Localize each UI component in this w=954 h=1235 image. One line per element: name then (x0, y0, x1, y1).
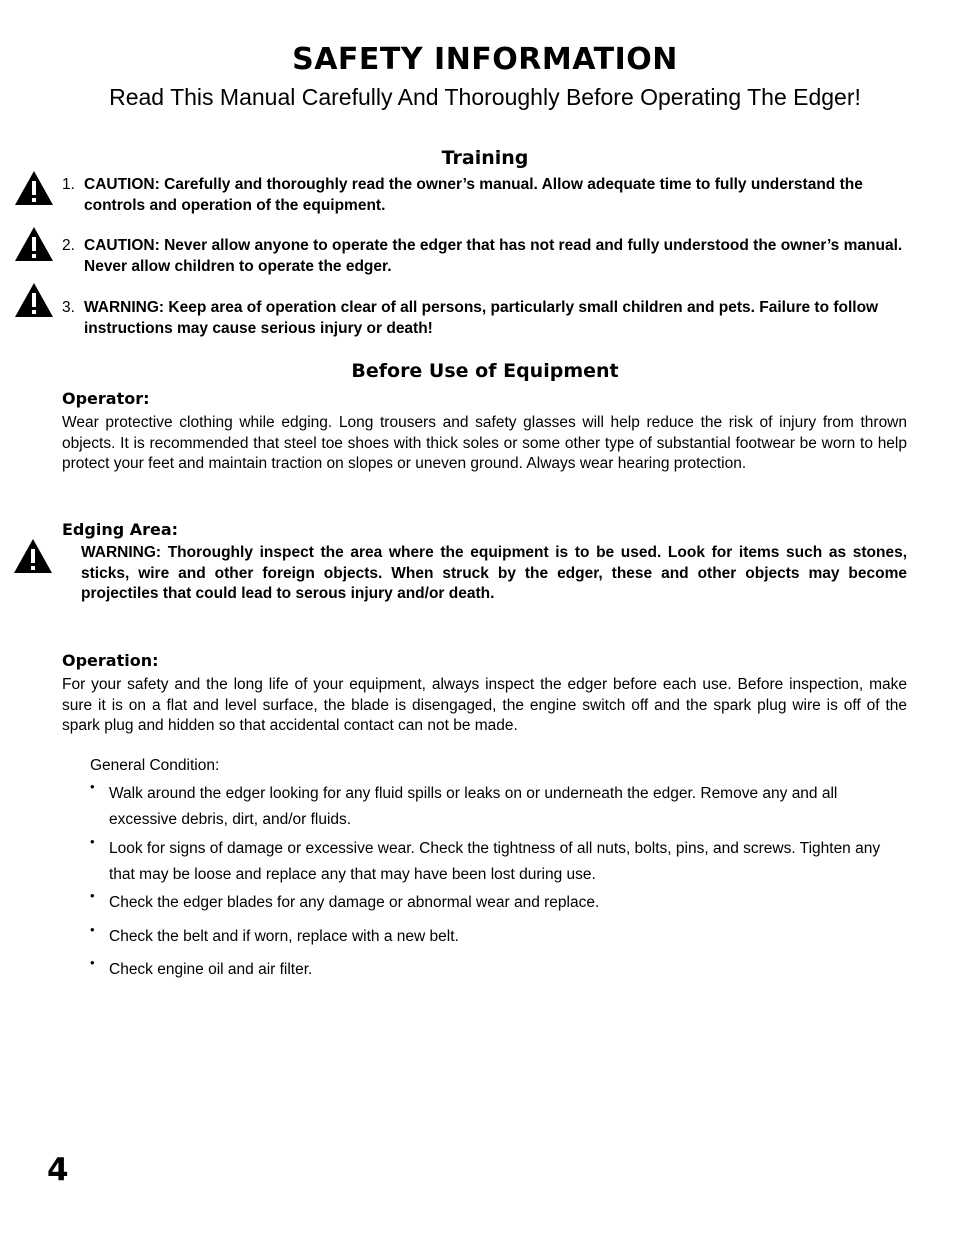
bullet-text: Check the belt and if worn, replace with a new belt. (109, 928, 459, 945)
general-condition-label: General Condition: (90, 757, 220, 774)
bullet-dot: • (90, 888, 95, 903)
training-heading: Training (441, 147, 529, 169)
list-item (90, 957, 890, 983)
operation-heading: Operation: (62, 651, 159, 670)
operator-paragraph: Wear protective clothing while edging. Long trousers and safety glasses will help reduce the risk of injury from thrown objects. It is recommended that steel toe shoes with thick soles or some other type of substantial footwear be worn to help protect your feet and maintain traction on slopes or uneven ground. Always wear hearing protection. (62, 414, 907, 472)
bullet-dot: • (90, 955, 95, 970)
edging-area-warning: WARNING: Thoroughly inspect the area where the equipment is to be used. Look for items such as stones, sticks, wire and other foreign objects. When struck by the edger, these and other objects may become projectiles that could lead to serous injury and/or death. (81, 544, 907, 602)
bullet-dot: • (90, 922, 95, 937)
bullet-dot: • (90, 834, 95, 849)
training-item-2 (62, 236, 908, 277)
caution-text: CAUTION: Carefully and thoroughly read the owner’s manual. Allow adequate time to fully understand the controls and operation of the equipment. (84, 176, 863, 214)
list-item (90, 890, 890, 916)
operator-heading: Operator: (62, 389, 150, 408)
page-subtitle: Read This Manual Carefully And Thoroughly Before Operating The Edger! (109, 84, 861, 110)
bullet-dot: • (90, 779, 95, 794)
bullet-text: Walk around the edger looking for any fluid spills or leaks on or underneath the edger. Remove any and all excessive debris, dirt, and/or fluids. (109, 785, 838, 828)
training-item-3 (62, 298, 908, 339)
item-number: 1. (62, 176, 75, 193)
operation-paragraph: For your safety and the long life of your equipment, always inspect the edger before each use. Before inspection, make sure it is on a flat and level surface, the blade is disengaged, the engine switch off and the spark plug wire is off of the spark plug and hidden so that accidental contact can not be made. (62, 676, 907, 734)
warning-text: WARNING: Keep area of operation clear of all persons, particularly small children and pets. Failure to follow instructions may cause serious injury or death! (84, 299, 879, 337)
item-number: 2. (62, 237, 75, 254)
edging-area-heading: Edging Area: (62, 520, 179, 539)
warning-triangle-icon (14, 170, 54, 206)
caution-text: CAUTION: Never allow anyone to operate the edger that has not read and fully understood the owner’s manual. Never allow children to operate the edger. (84, 237, 903, 275)
warning-triangle-icon (14, 282, 54, 318)
page-number: 4 (47, 1152, 69, 1188)
before-use-heading: Before Use of Equipment (351, 360, 619, 382)
bullet-text: Check engine oil and air filter. (109, 961, 313, 978)
list-item (90, 781, 890, 832)
item-number: 3. (62, 299, 75, 316)
page-title: SAFETY INFORMATION (292, 42, 678, 77)
warning-triangle-icon (13, 538, 53, 574)
bullet-text: Look for signs of damage or excessive wear. Check the tightness of all nuts, bolts, pins, and screws. Tighten any that may be loose and replace any that may have been lost during use. (109, 840, 881, 883)
bullet-text: Check the edger blades for any damage or abnormal wear and replace. (109, 894, 600, 911)
list-item (90, 836, 890, 887)
warning-triangle-icon (14, 226, 54, 262)
list-item (90, 924, 890, 950)
training-item-1 (62, 175, 908, 216)
